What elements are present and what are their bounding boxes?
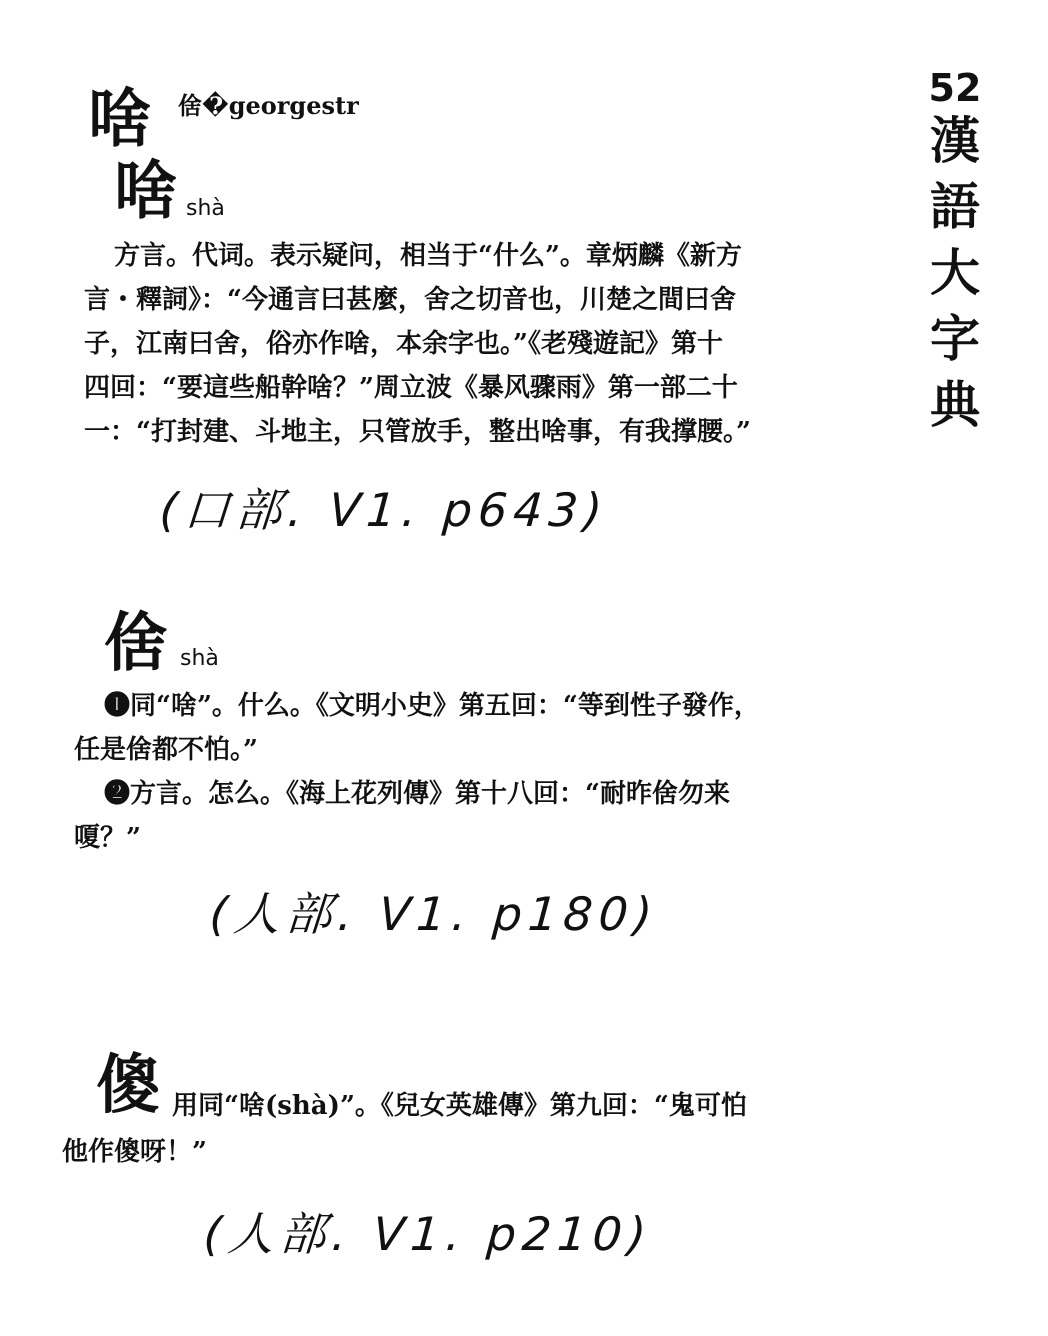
title-char-2: 語 bbox=[930, 177, 980, 236]
entry3-line-2: 他作傻呀！” bbox=[62, 1137, 207, 1167]
title-char-5: 典 bbox=[930, 375, 980, 434]
entry1-line-2: 言・釋詞》：“今通言曰甚麼，舍之切音也，川楚之間曰舍 bbox=[84, 285, 736, 315]
entry2-line-1: ❶同“啥”。什么。《文明小史》第五回：“等到性子發作， bbox=[104, 691, 760, 721]
entry3-handwritten-note: (人部. V1. p210) bbox=[201, 1207, 654, 1261]
book-title-vertical bbox=[925, 68, 985, 438]
title-char-3: 大 bbox=[930, 243, 980, 302]
entry3-headword: 傻 bbox=[96, 1048, 160, 1123]
entry1-line-5: 一：“打封建、斗地主，只管放手，整出啥事，有我撑腰。” bbox=[84, 417, 751, 447]
page-number: 52 bbox=[928, 66, 982, 110]
entry1-handwritten-note: (口部. V1. p643) bbox=[157, 483, 610, 537]
entry2-pinyin: shà bbox=[180, 646, 219, 671]
entry2-line-4: 嗄？” bbox=[74, 823, 141, 853]
title-char-1: 漢 bbox=[930, 111, 980, 170]
entry2-line-3: ❷方言。怎么。《海上花列傳》第十八回：“耐昨倽勿来 bbox=[104, 779, 730, 809]
entry2-handwritten-note: (人部. V1. p180) bbox=[207, 887, 660, 941]
entry2-line-2: 任是倽都不怕。” bbox=[74, 735, 258, 765]
entry1-line-4: 四回：“要這些船幹啥？”周立波《暴风骤雨》第一部二十 bbox=[84, 373, 738, 403]
entry3-line-1: 用同“啥(shà)”。《兒女英雄傳》第九回：“鬼可怕 bbox=[172, 1091, 747, 1121]
entry1-line-3: 子，江南曰舍，俗亦作啥，本余字也。”《老殘遊記》第十 bbox=[84, 329, 723, 359]
entry1-headword: 啥 bbox=[114, 154, 178, 229]
entry1-pinyin: shà bbox=[186, 196, 225, 221]
title-char-4: 字 bbox=[930, 309, 980, 368]
entry1-line-1: 方言。代词。表示疑问，相当于“什么”。章炳麟《新方 bbox=[114, 241, 742, 271]
entry1-variants: 倽�georgestr bbox=[178, 91, 359, 120]
entry2-headword: 倽 bbox=[104, 606, 168, 681]
entry1-headword-large: 啥 bbox=[88, 82, 152, 157]
